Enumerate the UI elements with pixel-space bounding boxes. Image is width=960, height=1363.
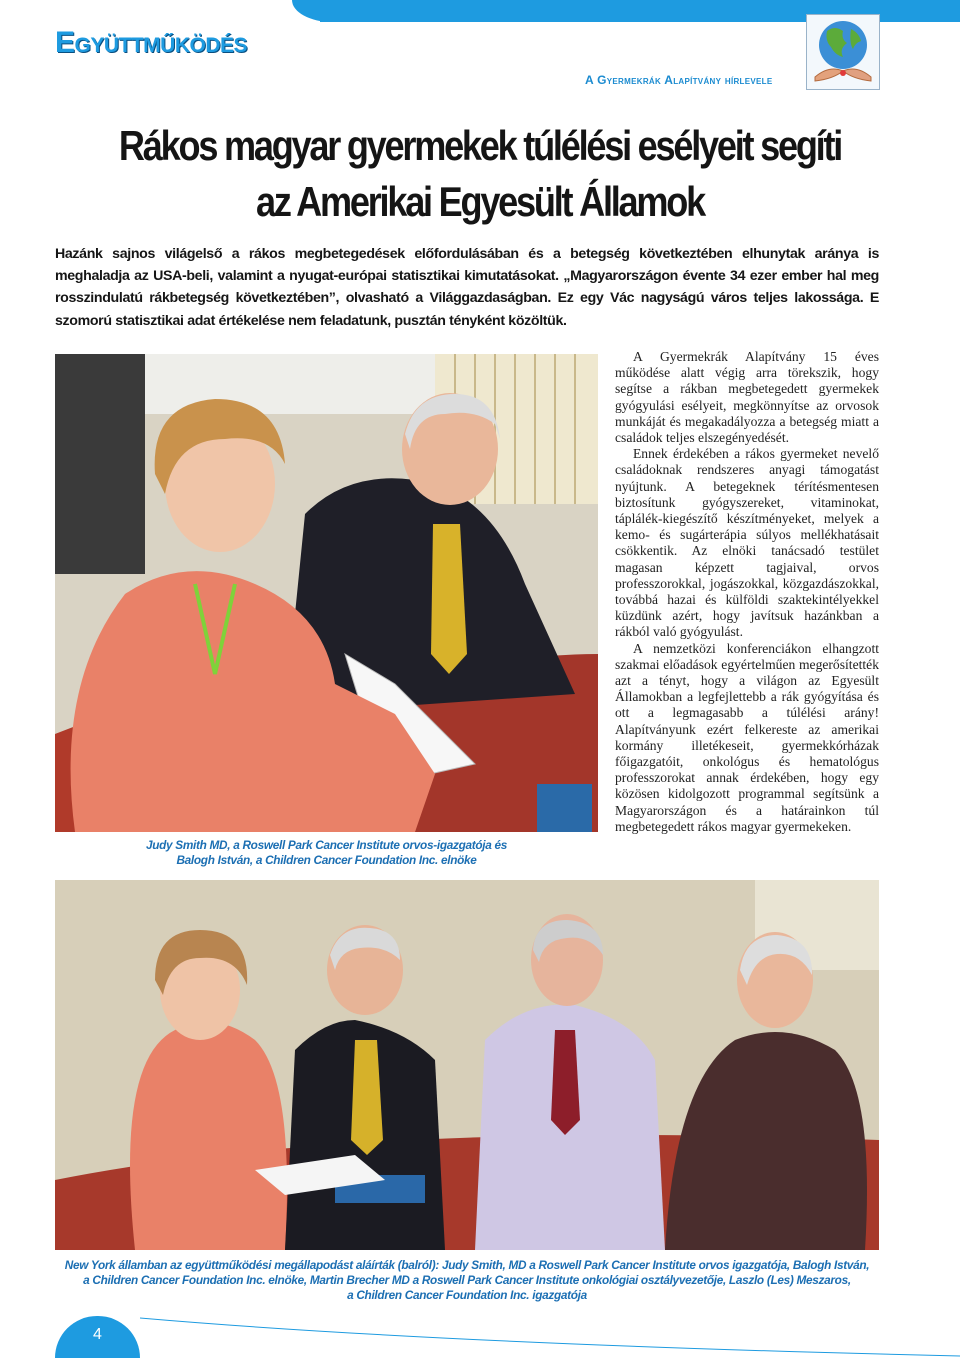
headline-line-1: Rákos magyar gyermekek túlélési esélyeit segíti [118, 122, 842, 169]
body-paragraph: A nemzetközi konferenciákon elhangzott szakmai előadások egyértelműen megerősítették azt a tényt, hogy a világon az Egyesült Államokban a legfejlettebb a rák gyógyítása és ott a legmagasabb a túlélési arány! Alapítványunk ezért felkereste az amerikai kormány illetékeseit, gyermekkórházak főigazgatóit, onkológus és hematológus professzorokat annak érdekében, hogy egy közösen kidolgozott programmal segítsünk a Magyarországon és a határainkon túl megbetegedett rákos magyar gyermekeken. [615, 640, 879, 834]
headline-line-2: az Amerikai Egyesült Államok [256, 178, 704, 225]
section-title: Együttműködés [55, 26, 248, 59]
globe-hands-icon [806, 14, 880, 90]
caption-2-line-1: New York államban az együttműködési megállapodást aláírták (balról): Judy Smith, MD a Roswell Park Cancer Institute orvos igazgatója, Balogh István, [64, 1258, 870, 1272]
photo-caption-2 [55, 1258, 879, 1303]
page-number-badge [55, 1316, 140, 1358]
photo-caption-1 [55, 838, 598, 868]
body-paragraph: Ennek érdekében a rákos gyermeket nevelő családoknak rendszeres anyagi támogatást nyújtunk. A betegeknek térítésmentesen biztosítunk gyógyszereket, vitaminokat, táplálék-kiegészítő készítményeket, melyek a kemo- és sugárterápia súlyos mellékhatásait csökkentik. Az elnöki tanácsadó testület magasan képzett tagjaival, orvos professzorokkal, jogászokkal, közgazdászokkal, továbbá hazai és külföldi szaktekintélyekkel küzdünk azért, hogy javítsuk hazánkban a rákból való gyógyulást. [615, 446, 879, 640]
group-photo [55, 880, 879, 1250]
signing-photo [55, 354, 598, 832]
footer-curve [140, 1316, 960, 1358]
newsletter-subtitle: A Gyermekrák Alapítvány hírlevele [585, 73, 773, 87]
page-number: 4 [93, 1326, 102, 1343]
caption-1-line-1: Judy Smith MD, a Roswell Park Cancer Institute orvos-igazgatója és [145, 838, 508, 852]
caption-1-line-2: Balogh István, a Children Cancer Foundation Inc. elnöke [176, 853, 477, 867]
body-paragraph: A Gyermekrák Alapítvány 15 éves működése alatt végig arra törekszik, hogy segítse a rákban megbetegedett gyermekek gyógyulási esélyeit, megkönnyítse az orvosok munkáját és megakadályozza a betegség miatt a családok teljes elszegényedését. [615, 349, 879, 446]
article-lead: Hazánk sajnos világelső a rákos megbetegedések előfordulásában és a betegség következtében elhunytak aránya is meghaladja az USA-beli, valamint a nyugat-európai statisztikai kimutatásokat. „Magyarországon évente 34 ezer ember hal meg rosszindulatú rákbetegség következtében”, olvasható a Világgazdaságban. Ez egy Vác nagyságú város teljes lakossága. E szomorú statisztikai adat értékelése nem feladatunk, pusztán tényként közöltük. [55, 246, 879, 329]
caption-2-line-2: a Children Cancer Foundation Inc. elnöke, Martin Brecher MD a Roswell Park Cancer Institute onkológiai osztályvezetője, Laszlo (Les) Meszaros, [83, 1273, 851, 1287]
caption-2-line-3: a Children Cancer Foundation Inc. igazgatója [347, 1288, 587, 1302]
article-headline [102, 118, 859, 230]
article-body [615, 349, 879, 835]
